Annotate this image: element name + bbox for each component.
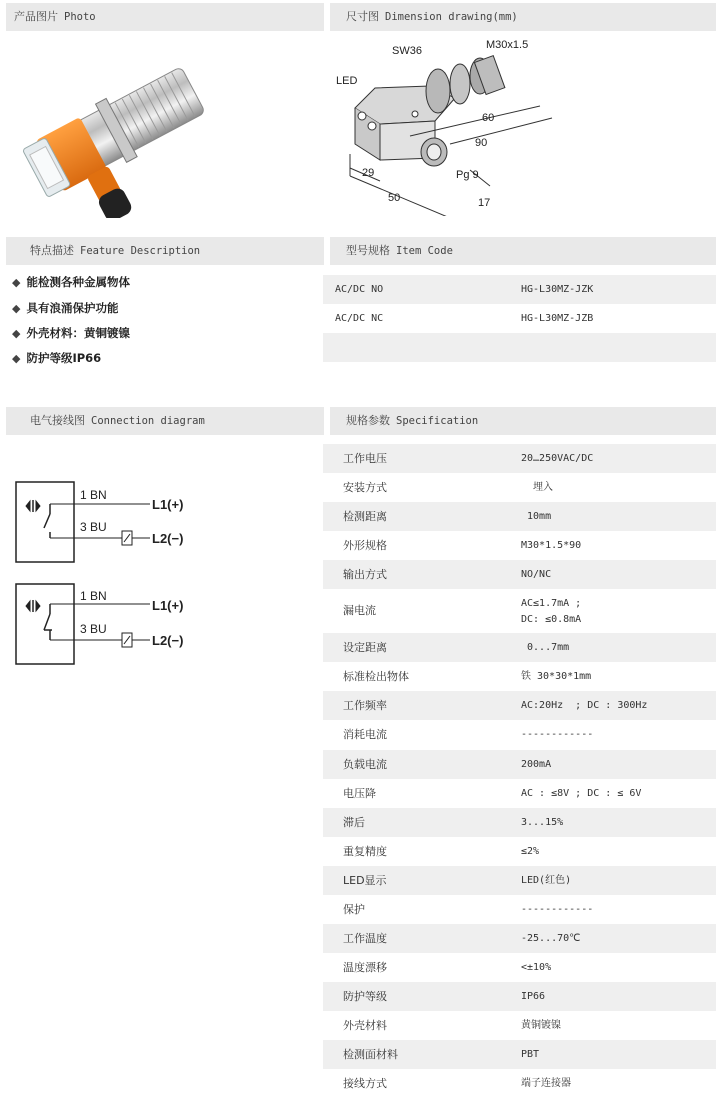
feature-header bbox=[6, 237, 324, 265]
spec-row bbox=[323, 1011, 716, 1040]
header-en: Feature Description bbox=[80, 245, 201, 257]
wire-l2-label: L2(−) bbox=[152, 531, 184, 546]
dim-pg: Pg 9 bbox=[456, 169, 479, 181]
item-code: HG-L30MZ-JZK bbox=[521, 284, 594, 295]
spec-key: 保护 bbox=[343, 902, 365, 916]
dim-50: 50 bbox=[388, 192, 401, 204]
spec-key: 接线方式 bbox=[343, 1077, 387, 1091]
spec-key: 温度漂移 bbox=[343, 960, 387, 974]
spec-value: LED(红色) bbox=[521, 874, 572, 886]
spec-key: 安装方式 bbox=[343, 481, 387, 495]
spec-row bbox=[323, 895, 716, 924]
spec-row bbox=[323, 1040, 716, 1069]
feature-text: 外壳材料：黄铜镀镍 bbox=[26, 326, 130, 340]
spec-value: 铁 30*30*1mm bbox=[521, 671, 592, 683]
spec-key: 负载电流 bbox=[343, 757, 387, 771]
spec-key: 设定距离 bbox=[343, 641, 387, 655]
spec-key: 工作电压 bbox=[343, 452, 387, 465]
spec-row bbox=[323, 808, 716, 837]
spec-row bbox=[323, 982, 716, 1011]
item-type: AC/DC NC bbox=[335, 313, 384, 324]
header-cn: 产品图片 bbox=[14, 10, 58, 23]
spec-value: M30*1.5*90 bbox=[521, 540, 582, 552]
header-en: Photo bbox=[64, 11, 96, 23]
feature-text: 防护等级IP66 bbox=[26, 351, 102, 365]
spec-row bbox=[323, 502, 716, 531]
dim-17: 17 bbox=[478, 197, 491, 209]
spec-row bbox=[323, 924, 716, 953]
spec-row bbox=[323, 531, 716, 560]
wire-l2-label: L2(−) bbox=[152, 633, 184, 648]
item-header bbox=[330, 237, 716, 265]
header-en: Item Code bbox=[396, 245, 453, 257]
item-code-row-empty bbox=[323, 333, 716, 362]
spec-key: 外形规格 bbox=[343, 539, 387, 553]
dim-sw: SW36 bbox=[392, 45, 422, 57]
wire-bu-label: 3 BU bbox=[80, 520, 107, 534]
spec-key: 防护等级 bbox=[343, 989, 387, 1003]
feature-text: 具有浪涌保护功能 bbox=[26, 301, 119, 315]
spec-value: ------------ bbox=[521, 729, 594, 741]
item-code-row bbox=[323, 304, 716, 333]
spec-value: 埋入 bbox=[521, 482, 554, 494]
spec-value: 0...7mm bbox=[521, 642, 570, 654]
spec-key: 消耗电流 bbox=[343, 728, 387, 742]
spec-row bbox=[323, 866, 716, 895]
spec-key: 标准检出物体 bbox=[343, 670, 409, 684]
wire-l1-label: L1(+) bbox=[152, 598, 184, 613]
header-en: Specification bbox=[396, 415, 479, 427]
spec-value: <±10% bbox=[521, 961, 552, 973]
spec-key: LED显示 bbox=[343, 873, 387, 887]
spec-value: -25...70℃ bbox=[521, 932, 581, 944]
feature-item bbox=[12, 350, 101, 366]
header-cn: 型号规格 bbox=[346, 244, 390, 257]
spec-row bbox=[323, 1069, 716, 1098]
spec-key: 检测面材料 bbox=[343, 1048, 398, 1061]
dim-60: 60 bbox=[482, 112, 495, 124]
header-cn: 特点描述 bbox=[30, 244, 74, 257]
spec-key: 漏电流 bbox=[343, 604, 376, 618]
item-code-row bbox=[323, 275, 716, 304]
spec-header bbox=[330, 407, 716, 435]
wire-bu-label: 3 BU bbox=[80, 622, 107, 636]
dim-led: LED bbox=[336, 75, 358, 87]
spec-row bbox=[323, 560, 716, 589]
spec-value: AC:20Hz ; DC : 300Hz bbox=[521, 700, 648, 712]
wiring-diagram-no bbox=[12, 478, 202, 568]
diamond-icon: ◆ bbox=[12, 302, 21, 315]
spec-row bbox=[323, 779, 716, 808]
spec-value: NO/NC bbox=[521, 569, 552, 581]
dimension-header bbox=[330, 3, 716, 31]
spec-value: IP66 bbox=[521, 990, 546, 1002]
spec-value: 3...15% bbox=[521, 816, 564, 828]
item-code: HG-L30MZ-JZB bbox=[521, 313, 594, 324]
spec-value: PBT bbox=[521, 1049, 540, 1060]
spec-value: 10mm bbox=[521, 511, 552, 523]
diamond-icon: ◆ bbox=[12, 352, 21, 365]
spec-row bbox=[323, 589, 716, 633]
spec-value: ------------ bbox=[521, 903, 594, 915]
dim-29: 29 bbox=[362, 167, 375, 179]
spec-key: 工作频率 bbox=[343, 699, 387, 713]
spec-value-line2: DC: ≤0.8mA bbox=[521, 614, 582, 626]
spec-row bbox=[323, 691, 716, 720]
spec-key: 外壳材料 bbox=[343, 1018, 387, 1032]
spec-value: 20…250VAC/DC bbox=[521, 453, 594, 464]
feature-item bbox=[12, 325, 130, 341]
spec-value: ≤2% bbox=[521, 845, 540, 857]
wire-l1-label: L1(+) bbox=[152, 497, 184, 512]
spec-row bbox=[323, 750, 716, 779]
wiring-diagram-nc bbox=[12, 580, 202, 670]
photo-header bbox=[6, 3, 324, 31]
header-en: Connection diagram bbox=[91, 415, 205, 427]
spec-row bbox=[323, 662, 716, 691]
dim-90: 90 bbox=[475, 137, 488, 149]
feature-item bbox=[12, 300, 118, 316]
diamond-icon: ◆ bbox=[12, 327, 21, 340]
header-cn: 电气接线图 bbox=[30, 414, 85, 427]
spec-row bbox=[323, 953, 716, 982]
spec-row bbox=[323, 837, 716, 866]
spec-key: 工作温度 bbox=[343, 931, 387, 945]
spec-value: AC≤1.7mA ; bbox=[521, 598, 582, 610]
header-en: Dimension drawing(mm) bbox=[385, 11, 518, 23]
diamond-icon: ◆ bbox=[12, 276, 21, 289]
connection-header bbox=[6, 407, 324, 435]
header-cn: 尺寸图 bbox=[346, 10, 379, 23]
spec-value: 端子连接器 bbox=[521, 1078, 571, 1090]
spec-key: 检测距离 bbox=[343, 510, 387, 524]
wire-bn-label: 1 BN bbox=[80, 589, 107, 603]
spec-key: 滞后 bbox=[343, 815, 365, 829]
spec-value: 200mA bbox=[521, 758, 552, 770]
dim-thread: M30x1.5 bbox=[486, 39, 529, 51]
spec-row bbox=[323, 444, 716, 473]
spec-row bbox=[323, 720, 716, 749]
spec-key: 输出方式 bbox=[343, 568, 387, 582]
wire-bn-label: 1 BN bbox=[80, 488, 107, 502]
spec-row bbox=[323, 473, 716, 502]
spec-value: AC : ≤8V ; DC : ≤ 6V bbox=[521, 787, 642, 799]
feature-item bbox=[12, 274, 130, 290]
feature-text: 能检测各种金属物体 bbox=[26, 275, 130, 289]
spec-value: 黄铜镀镍 bbox=[521, 1019, 561, 1031]
spec-key: 重复精度 bbox=[343, 844, 387, 858]
dimension-drawing bbox=[330, 36, 560, 216]
product-photo bbox=[20, 48, 220, 218]
spec-row bbox=[323, 633, 716, 662]
item-type: AC/DC NO bbox=[335, 284, 384, 295]
spec-key: 电压降 bbox=[343, 786, 376, 800]
header-cn: 规格参数 bbox=[346, 414, 390, 427]
